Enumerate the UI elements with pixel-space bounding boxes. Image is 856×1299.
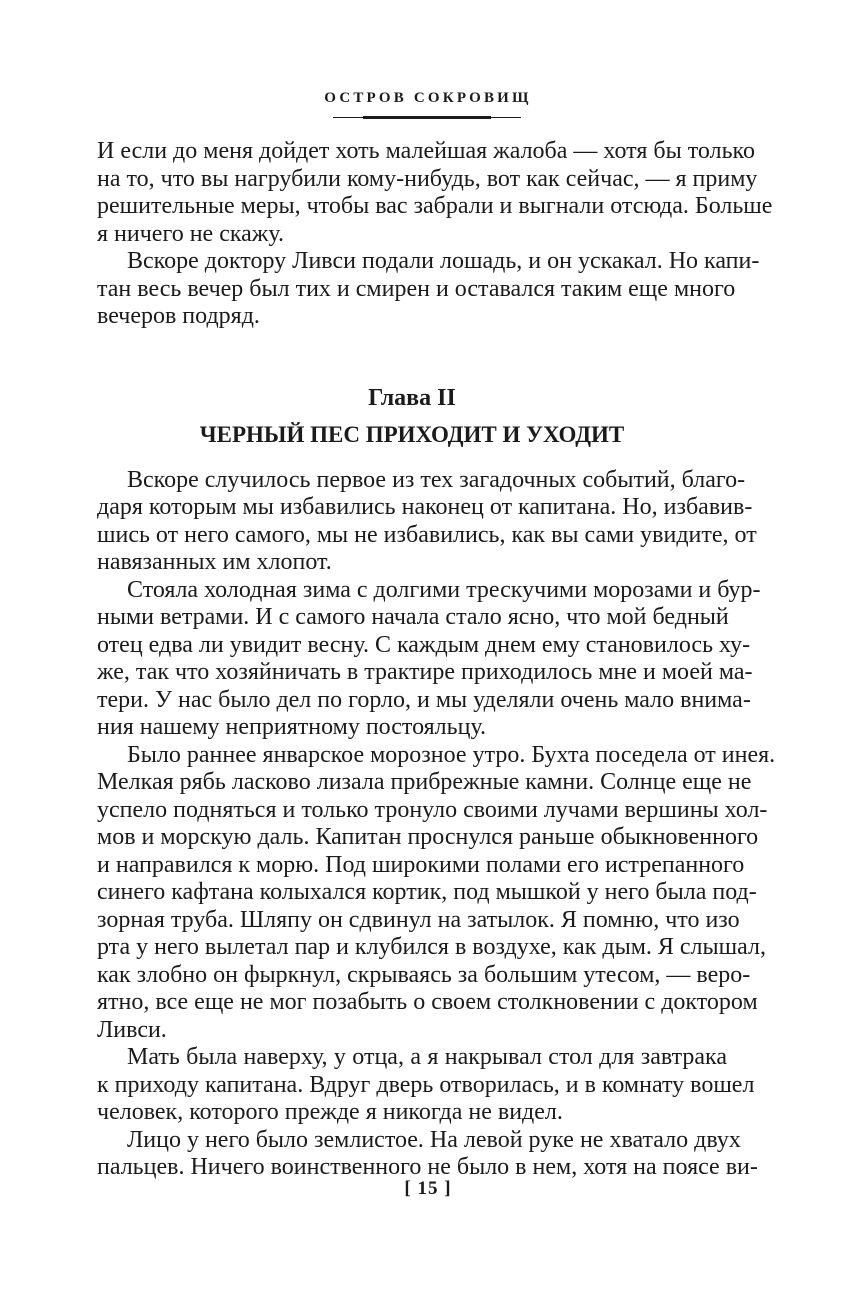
text-line: Было раннее январское морозное утро. Бухта поседела от инея. — [127, 741, 776, 768]
text-line: Мелкая рябь ласково лизала прибрежные камни. Солнце еще не — [97, 769, 752, 795]
chapter-number: Глава II — [368, 384, 456, 411]
text-line: тери. У нас было дел по горло, и мы уделяли очень мало внима- — [97, 686, 751, 713]
text-line: Ливси. — [97, 1016, 167, 1043]
text-line: как злобно он фыркнул, скрываясь за большим утесом, — веро- — [97, 961, 751, 988]
text-line: и направился к морю. Под широкими полами его истрепанного — [97, 851, 745, 878]
text-line: Вскоре случилось первое из тех загадочных событий, благо- — [127, 466, 746, 493]
chapter-section — [97, 466, 776, 1182]
paragraph — [97, 466, 757, 577]
intro-section — [97, 138, 773, 331]
text-line: Стояла холодная зима с долгими трескучими морозами и бур- — [127, 576, 761, 603]
paragraph — [97, 576, 761, 742]
text-line: синего кафтана колыхался кортик, под мышкой у него была под- — [97, 879, 757, 905]
text-line: тан весь вечер был тих и смирен и оставался таким еще много — [97, 275, 736, 302]
text-line: я ничего не скажу. — [97, 220, 284, 247]
chapter-title-spacer — [97, 455, 727, 467]
chapter-spacer — [97, 331, 727, 381]
text-line: успело подняться и только тронуло своими лучами вершины хол- — [97, 796, 768, 823]
running-head: ОСТРОВ СОКРОВИЩ — [324, 90, 532, 106]
text-line: ния нашему неприятному постояльцу. — [97, 714, 487, 740]
text-line: шись от него самого, мы не избавились, как вы сами увидите, от — [97, 521, 757, 548]
paragraph — [97, 138, 773, 248]
text-line: человек, которого прежде я никогда не видел. — [97, 1099, 563, 1125]
body-text — [97, 138, 776, 1182]
paragraph — [97, 248, 760, 331]
text-line: отец едва ли увидит весну. С каждым днем ему становилось ху- — [97, 631, 751, 658]
text-line: к приходу капитана. Вдруг дверь отворилась, и в комнату вошел — [97, 1071, 755, 1098]
page-number: [ 15 ] — [404, 1178, 452, 1199]
running-head-rule-accent — [363, 116, 491, 119]
text-line: ными ветрами. И с самого начала стало ясно, что мой бедный — [97, 604, 729, 630]
text-line: Лицо у него было землистое. На левой руке не хватало двух — [127, 1126, 741, 1153]
text-line: мов и морскую даль. Капитан проснулся раньше обыкновенного — [97, 824, 759, 850]
text-line: рта у него вылетал пар и клубился в воздухе, как дым. Я слышал, — [97, 934, 766, 960]
text-line: навязанных им хлопот. — [97, 549, 332, 575]
text-line: ятно, все еще не мог позабыть о своем столкновении с доктором — [97, 989, 758, 1015]
text-line: на то, что вы нагрубили кому-нибудь, вот как сейчас, — я приму — [97, 165, 758, 192]
text-line: даря которым мы избавились наконец от капитана. Но, избавив- — [97, 494, 753, 520]
paragraph — [97, 1126, 758, 1182]
text-line: Мать была наверху, у отца, а я накрывал стол для завтрака — [127, 1044, 727, 1070]
paragraph — [97, 741, 776, 1045]
text-line: вечеров подряд. — [97, 303, 260, 329]
text-line: пальцев. Ничего воинственного не было в нем, хотя на поясе ви- — [97, 1154, 758, 1180]
text-line: зорная труба. Шляпу он сдвинул на затылок. Я помню, что изо — [97, 906, 740, 933]
paragraph — [97, 1044, 755, 1127]
text-line: же, так что хозяйничать в трактире приходилось мне и моей ма- — [97, 659, 753, 685]
text-line: решительные меры, чтобы вас забрали и выгнали отсюда. Больше — [97, 193, 773, 219]
text-line: Вскоре доктору Ливси подали лошадь, и он ускакал. Но капи- — [127, 248, 760, 274]
text-line: И если до меня дойдет хоть малейшая жалоба — хотя бы только — [97, 138, 755, 164]
chapter-title: ЧЕРНЫЙ ПЕС ПРИХОДИТ И УХОДИТ — [199, 421, 625, 447]
